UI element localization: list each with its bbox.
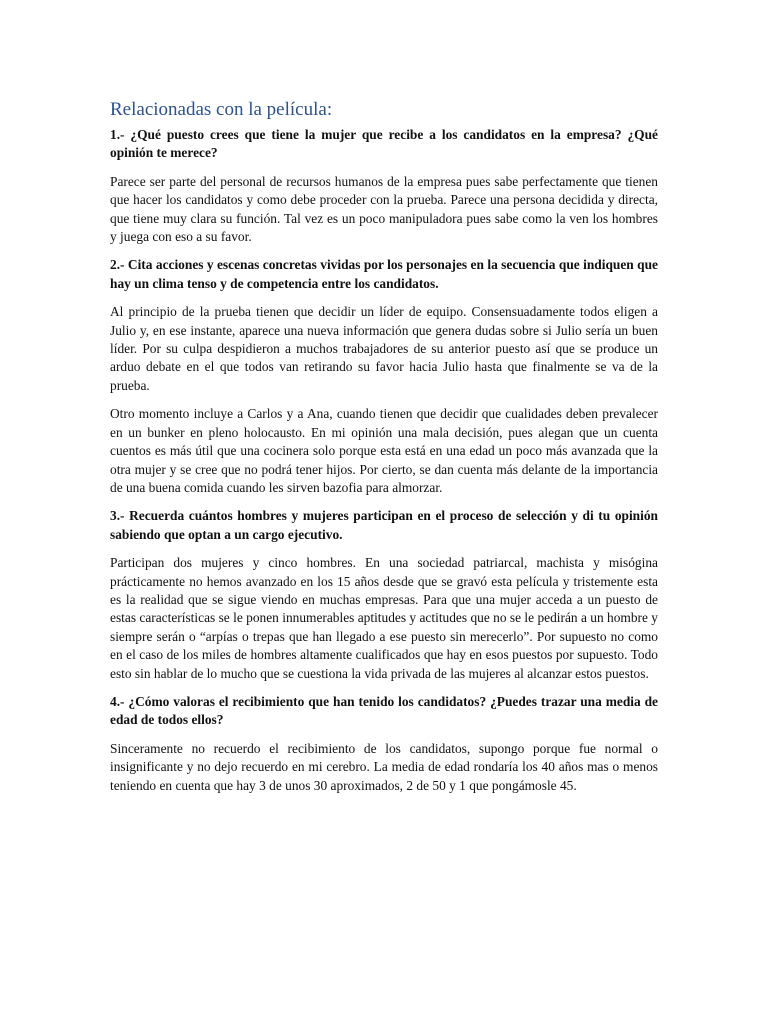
question-block-2	[110, 256, 658, 497]
question-block-3	[110, 507, 658, 683]
answer-1-paragraph-1: Parece ser parte del personal de recursos humanos de la empresa pues sabe perfectamente que tienen que hacer los candidatos y como debe proceder con la prueba. Parece una persona decidida y directa, que tiene muy clara su función. Tal vez es un poco manipuladora pues sabe como la ven los hombres y juega con eso a su favor.	[110, 173, 658, 245]
question-1: 1.- ¿Qué puesto crees que tiene la mujer que recibe a los candidatos en la empresa? ¿Qué opinión te merece?	[110, 127, 658, 161]
question-3: 3.- Recuerda cuántos hombres y mujeres participan en el proceso de selección y di tu opinión sabiendo que optan a un cargo ejecutivo.	[110, 508, 658, 542]
question-4: 4.- ¿Cómo valoras el recibimiento que han tenido los candidatos? ¿Puedes trazar una media de edad de todos ellos?	[110, 693, 658, 728]
answer-2-paragraph-1: Al principio de la prueba tienen que decidir un líder de equipo. Consensuadamente todos eligen a Julio y, en ese instante, aparece una nueva información que genera dudas sobre si Julio sería un buen líder. Por su culpa despidieron a muchos trabajadores de su anterior puesto así que se produce un arduo debate en el que todos van retirando su favor hacia Julio hasta que finalmente se va de la prueba.	[110, 304, 658, 393]
answer-3-paragraph-1: Participan dos mujeres y cinco hombres. En una sociedad patriarcal, machista y misógina prácticamente no hemos avanzado en los 15 años desde que se gravó esta película y tristemente esta es la realidad que se sigue viendo en muchas empresas. Para que una mujer acceda a un puesto de estas características se le ponen innumerables aptitudes y actitudes que no se le pedirán a un hombre y siempre serán o “arpías o trepas que han llegado a ese puesto sin merecerlo”. Por supuesto no como en el caso de los miles de hombres altamente cualificados que hay en esos puestos por supuesto. Todo esto sin hablar de lo mucho que se cuestiona la vida privada de las mujeres al alcanzar estos puestos.	[110, 555, 658, 681]
question-block-1	[110, 126, 658, 246]
question-2: 2.- Cita acciones y escenas concretas vividas por los personajes en la secuencia que indiquen que hay un clima tenso y de competencia entre los candidatos.	[110, 257, 658, 291]
answer-4-paragraph-1: Sinceramente no recuerdo el recibimiento de los candidatos, supongo porque fue normal o insignificante y no dejo recuerdo en mi cerebro. La media de edad rondaría los 40 años mas o menos teniendo en cuenta que hay 3 de unos 30 aproximados, 2 de 50 y 1 que pongámosle 45.	[110, 740, 658, 793]
section-heading: Relacionadas con la película:	[110, 99, 333, 120]
question-block-4	[110, 693, 658, 795]
answer-2-paragraph-2: Otro momento incluye a Carlos y a Ana, cuando tienen que decidir que cualidades deben prevalecer en un bunker en pleno holocausto. En mi opinión una mala decisión, pues alegan que un cuenta cuentos es más útil que una cocinera solo porque esta está en una edad un poco más avanzada que la otra mujer y se cree que no podrá tener hijos. Por cierto, se dan cuenta más delante de la importancia de una buena comida cuando les sirven bazofia para almorzar.	[110, 406, 658, 495]
